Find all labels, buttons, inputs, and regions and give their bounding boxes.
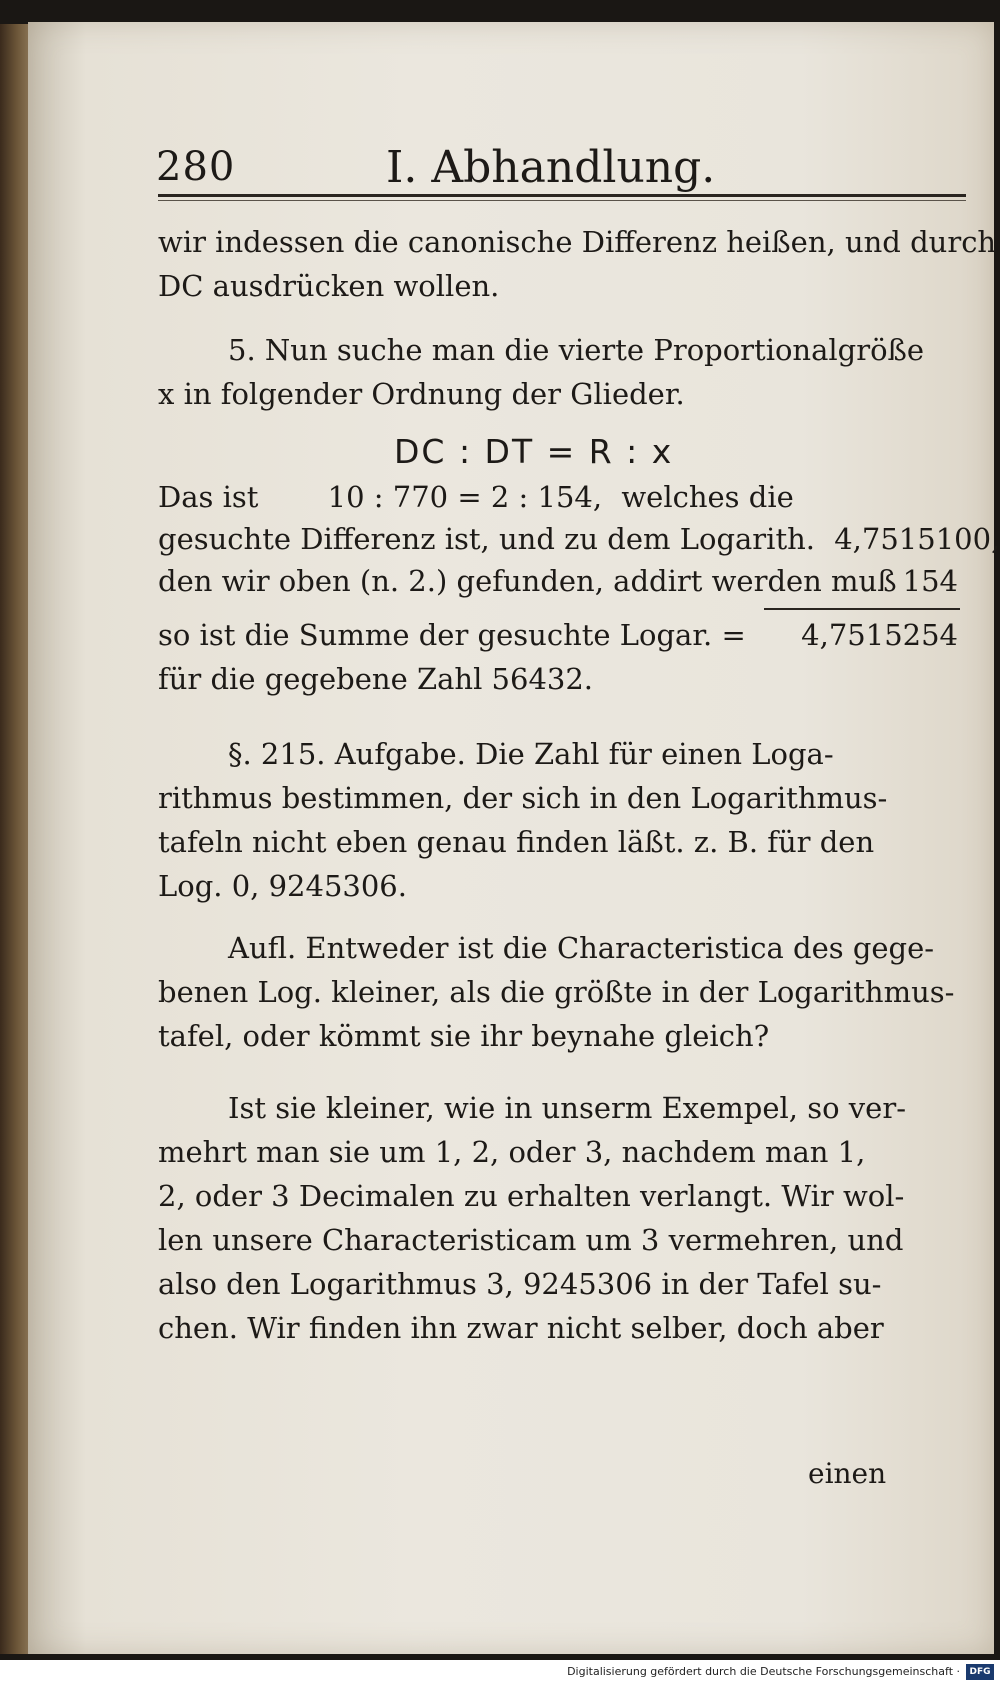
paragraph-215	[158, 732, 933, 908]
paragraph-aufl	[158, 926, 955, 1058]
text-line: chen. Wir finden ihn zwar nicht selber, doch aber	[158, 1311, 884, 1345]
paragraph-1	[158, 220, 997, 308]
text-line: Log. 0, 9245306.	[158, 869, 407, 903]
calc-line-1	[158, 480, 968, 514]
dfg-logo: DFG	[966, 1664, 994, 1680]
header-rule-thin	[158, 200, 966, 201]
sum-rule	[764, 608, 960, 610]
calc-numbers: 10 : 770 = 2 : 154,	[327, 480, 603, 514]
running-head: I. Abhandlung.	[386, 142, 716, 193]
paragraph-5	[158, 1086, 933, 1350]
text-line: mehrt man sie um 1, 2, oder 3, nachdem man 1,	[158, 1135, 866, 1169]
calc-text: für die gegebene Zahl 56432.	[158, 662, 594, 696]
paragraph-2	[158, 328, 933, 416]
text-line: 2, oder 3 Decimalen zu erhalten verlangt. Wir wol-	[158, 1179, 905, 1213]
text-line: Ist sie kleiner, wie in unserm Exempel, so ver-	[228, 1091, 907, 1125]
calc-text: so ist die Summe der gesuchte Logar. =	[158, 618, 746, 652]
header-rule	[158, 194, 966, 197]
text-line: benen Log. kleiner, als die größte in der Logarithmus-	[158, 975, 955, 1009]
funding-credit: Digitalisierung gefördert durch die Deutsche Forschungsgemeinschaft ·	[567, 1665, 960, 1678]
text-line: 5. Nun suche man die vierte Proportionalgröße	[228, 333, 925, 367]
calc-prefix: Das ist	[158, 480, 259, 514]
digitization-footer	[0, 1660, 1000, 1687]
text-line: tafel, oder kömmt sie ihr beynahe gleich?	[158, 1019, 770, 1053]
calc-line-2	[158, 522, 1000, 556]
calc-line-4	[158, 618, 968, 652]
text-line: wir indessen die canonische Differenz heißen, und durch	[158, 225, 997, 259]
proportion-formula: DC : DT = R : x	[394, 432, 674, 471]
calc-line-3	[158, 564, 968, 598]
calc-value: 154	[902, 564, 958, 598]
calc-line-5	[158, 662, 968, 696]
text-line: rithmus bestimmen, der sich in den Logarithmus-	[158, 781, 888, 815]
text-line: §. 215. Aufgabe. Die Zahl für einen Loga-	[228, 737, 834, 771]
text-line: Aufl. Entweder ist die Characteristica des gege-	[228, 931, 935, 965]
book-spine	[0, 24, 30, 1654]
text-line: DC ausdrücken wollen.	[158, 269, 500, 303]
page-header	[156, 134, 966, 194]
calc-suffix: welches die	[621, 480, 794, 514]
text-line: also den Logarithmus 3, 9245306 in der Tafel su-	[158, 1267, 882, 1301]
catchword: einen	[808, 1457, 887, 1490]
page-number: 280	[156, 144, 236, 190]
text-line: x in folgender Ordnung der Glieder.	[158, 377, 685, 411]
calc-value: 4,7515254	[801, 618, 958, 652]
text-line: len unsere Characteristicam um 3 vermehren, und	[158, 1223, 904, 1257]
text-line: tafeln nicht eben genau finden läßt. z. B. für den	[158, 825, 875, 859]
calc-text: den wir oben (n. 2.) gefunden, addirt werden muß	[158, 564, 897, 598]
calc-text: gesuchte Differenz ist, und zu dem Logarith.	[158, 522, 815, 556]
book-page	[28, 22, 1000, 1654]
calc-value: 4,7515100,	[834, 522, 1000, 556]
